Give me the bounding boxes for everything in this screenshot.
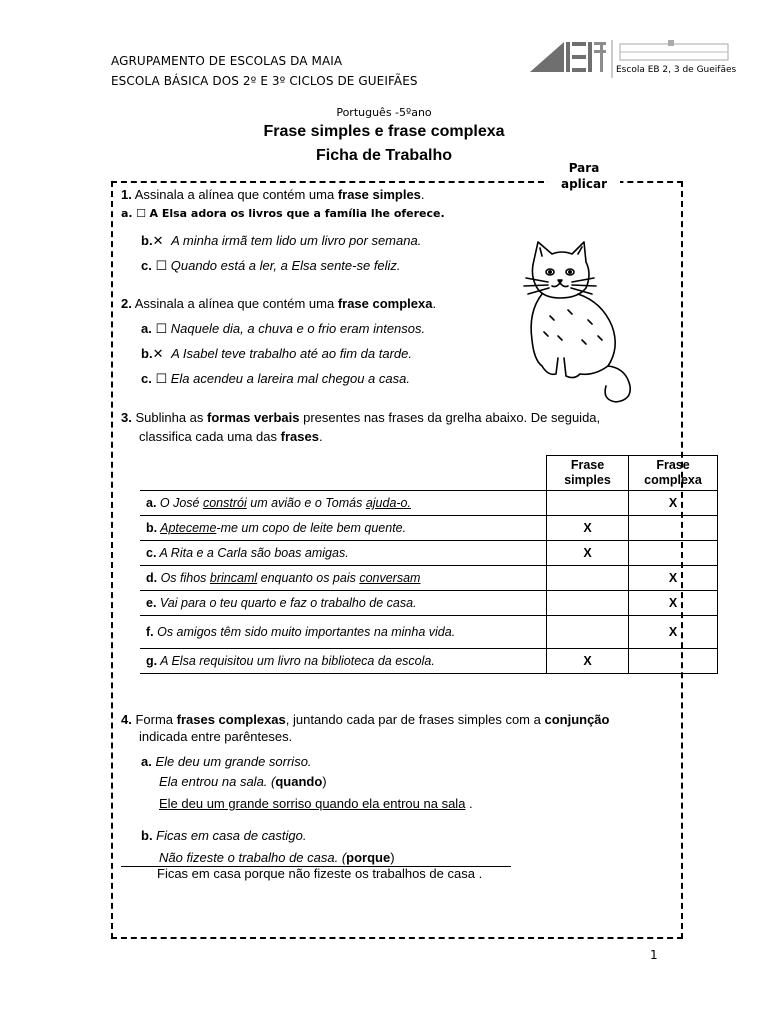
simple-cell[interactable] [547,491,629,516]
q2-option-c[interactable]: c. ☐ Ela acendeu a lareira mal chegou a casa. [141,371,410,386]
worksheet-subtitle: Ficha de Trabalho [315,147,453,164]
q4a-answer[interactable]: Ele deu um grande sorriso quando ela entrou na sala . [159,796,473,811]
q2-prompt: 2. Assinala a alínea que contém uma frase complexa. [121,296,437,311]
complex-cell[interactable]: X [629,591,718,616]
q3-prompt-line2: classifica cada uma das frases. [139,429,323,444]
q1-prompt: 1. Assinala a alínea que contém uma frase simples. [121,187,425,202]
simple-cell[interactable]: X [547,649,629,674]
school-logo-icon [528,38,738,82]
column-header-complex: Frase complexa [629,456,718,491]
complex-cell[interactable] [629,649,718,674]
apply-badge: Para aplicar [548,160,620,192]
q4b-answer[interactable]: Ficas em casa porque não fizeste os trabalhos de casa . [157,866,483,881]
q1-option-a[interactable]: a. ☐ A Elsa adora os livros que a família lhe oferece. [121,207,445,220]
q2-option-a[interactable]: a. ☐ Naquele dia, a chuva e o frio eram intensos. [141,321,426,336]
checkbox-icon[interactable]: ☐ [136,207,146,220]
checkbox-icon[interactable]: ☐ [155,258,168,273]
q4-prompt-line1: 4. Forma frases complexas, juntando cada par de frases simples com a conjunção [121,712,610,727]
q1-option-c[interactable]: c. ☐ Quando está a ler, a Elsa sente-se feliz. [141,258,401,273]
table-row: e. Vai para o teu quarto e faz o trabalho de casa. X [140,591,718,616]
complex-cell[interactable] [629,516,718,541]
q4a-sentence1: a. Ele deu um grande sorriso. [141,754,312,769]
checked-x-icon[interactable]: ✕ [152,346,164,361]
q4b-sentence2: Não fizeste o trabalho de casa. (porque) [159,850,395,865]
q4-prompt-line2: indicada entre parênteses. [139,729,293,744]
q1-option-b[interactable]: b.✕ A minha irmã tem lido um livro por semana. [141,233,422,248]
q2-option-b[interactable]: b.✕ A Isabel teve trabalho até ao fim da tarde. [141,346,412,361]
table-row: d. Os fihos brincaml enquanto os pais conversam X [140,566,718,591]
checkbox-icon[interactable]: ☐ [155,371,168,386]
table-row: b. Apteceme-me um copo de leite bem quente. X [140,516,718,541]
q4b-sentence1: b. Ficas em casa de castigo. [141,828,307,843]
complex-cell[interactable]: X [629,566,718,591]
table-row: a. O José constrói um avião e o Tomás ajuda-o. X [140,491,718,516]
school-logo [528,38,738,82]
complex-cell[interactable]: X [629,491,718,516]
table-row: c. A Rita e a Carla são boas amigas. X [140,541,718,566]
page-number: 1 [650,948,658,962]
checkbox-icon[interactable]: ☐ [155,321,168,336]
complex-cell[interactable] [629,541,718,566]
classification-table [140,455,718,674]
worksheet-title: Frase simples e frase complexa [263,123,505,140]
simple-cell[interactable]: X [547,516,629,541]
checked-x-icon[interactable]: ✕ [152,233,164,248]
complex-cell[interactable]: X [629,616,718,649]
school-name: ESCOLA BÁSICA DOS 2º E 3º CICLOS DE GUEIFÃES [111,74,418,88]
table-row: f. Os amigos têm sido muito importantes na minha vida. X [140,616,718,649]
table-row: g. A Elsa requisitou um livro na biblioteca da escola. X [140,649,718,674]
cat-illustration [498,236,638,408]
subject-label: Português -5ºano [336,106,432,119]
school-group-name: AGRUPAMENTO DE ESCOLAS DA MAIA [111,54,343,68]
simple-cell[interactable] [547,616,629,649]
school-logo-caption: Escola EB 2, 3 de Gueifães [616,65,737,75]
simple-cell[interactable]: X [547,541,629,566]
column-header-simple: Frase simples [547,456,629,491]
simple-cell[interactable] [547,591,629,616]
simple-cell[interactable] [547,566,629,591]
q3-prompt-line1: 3. Sublinha as formas verbais presentes nas frases da grelha abaixo. De seguida, [121,410,601,425]
q4a-sentence2: Ela entrou na sala. (quando) [159,774,327,789]
table-header-row [140,456,718,491]
